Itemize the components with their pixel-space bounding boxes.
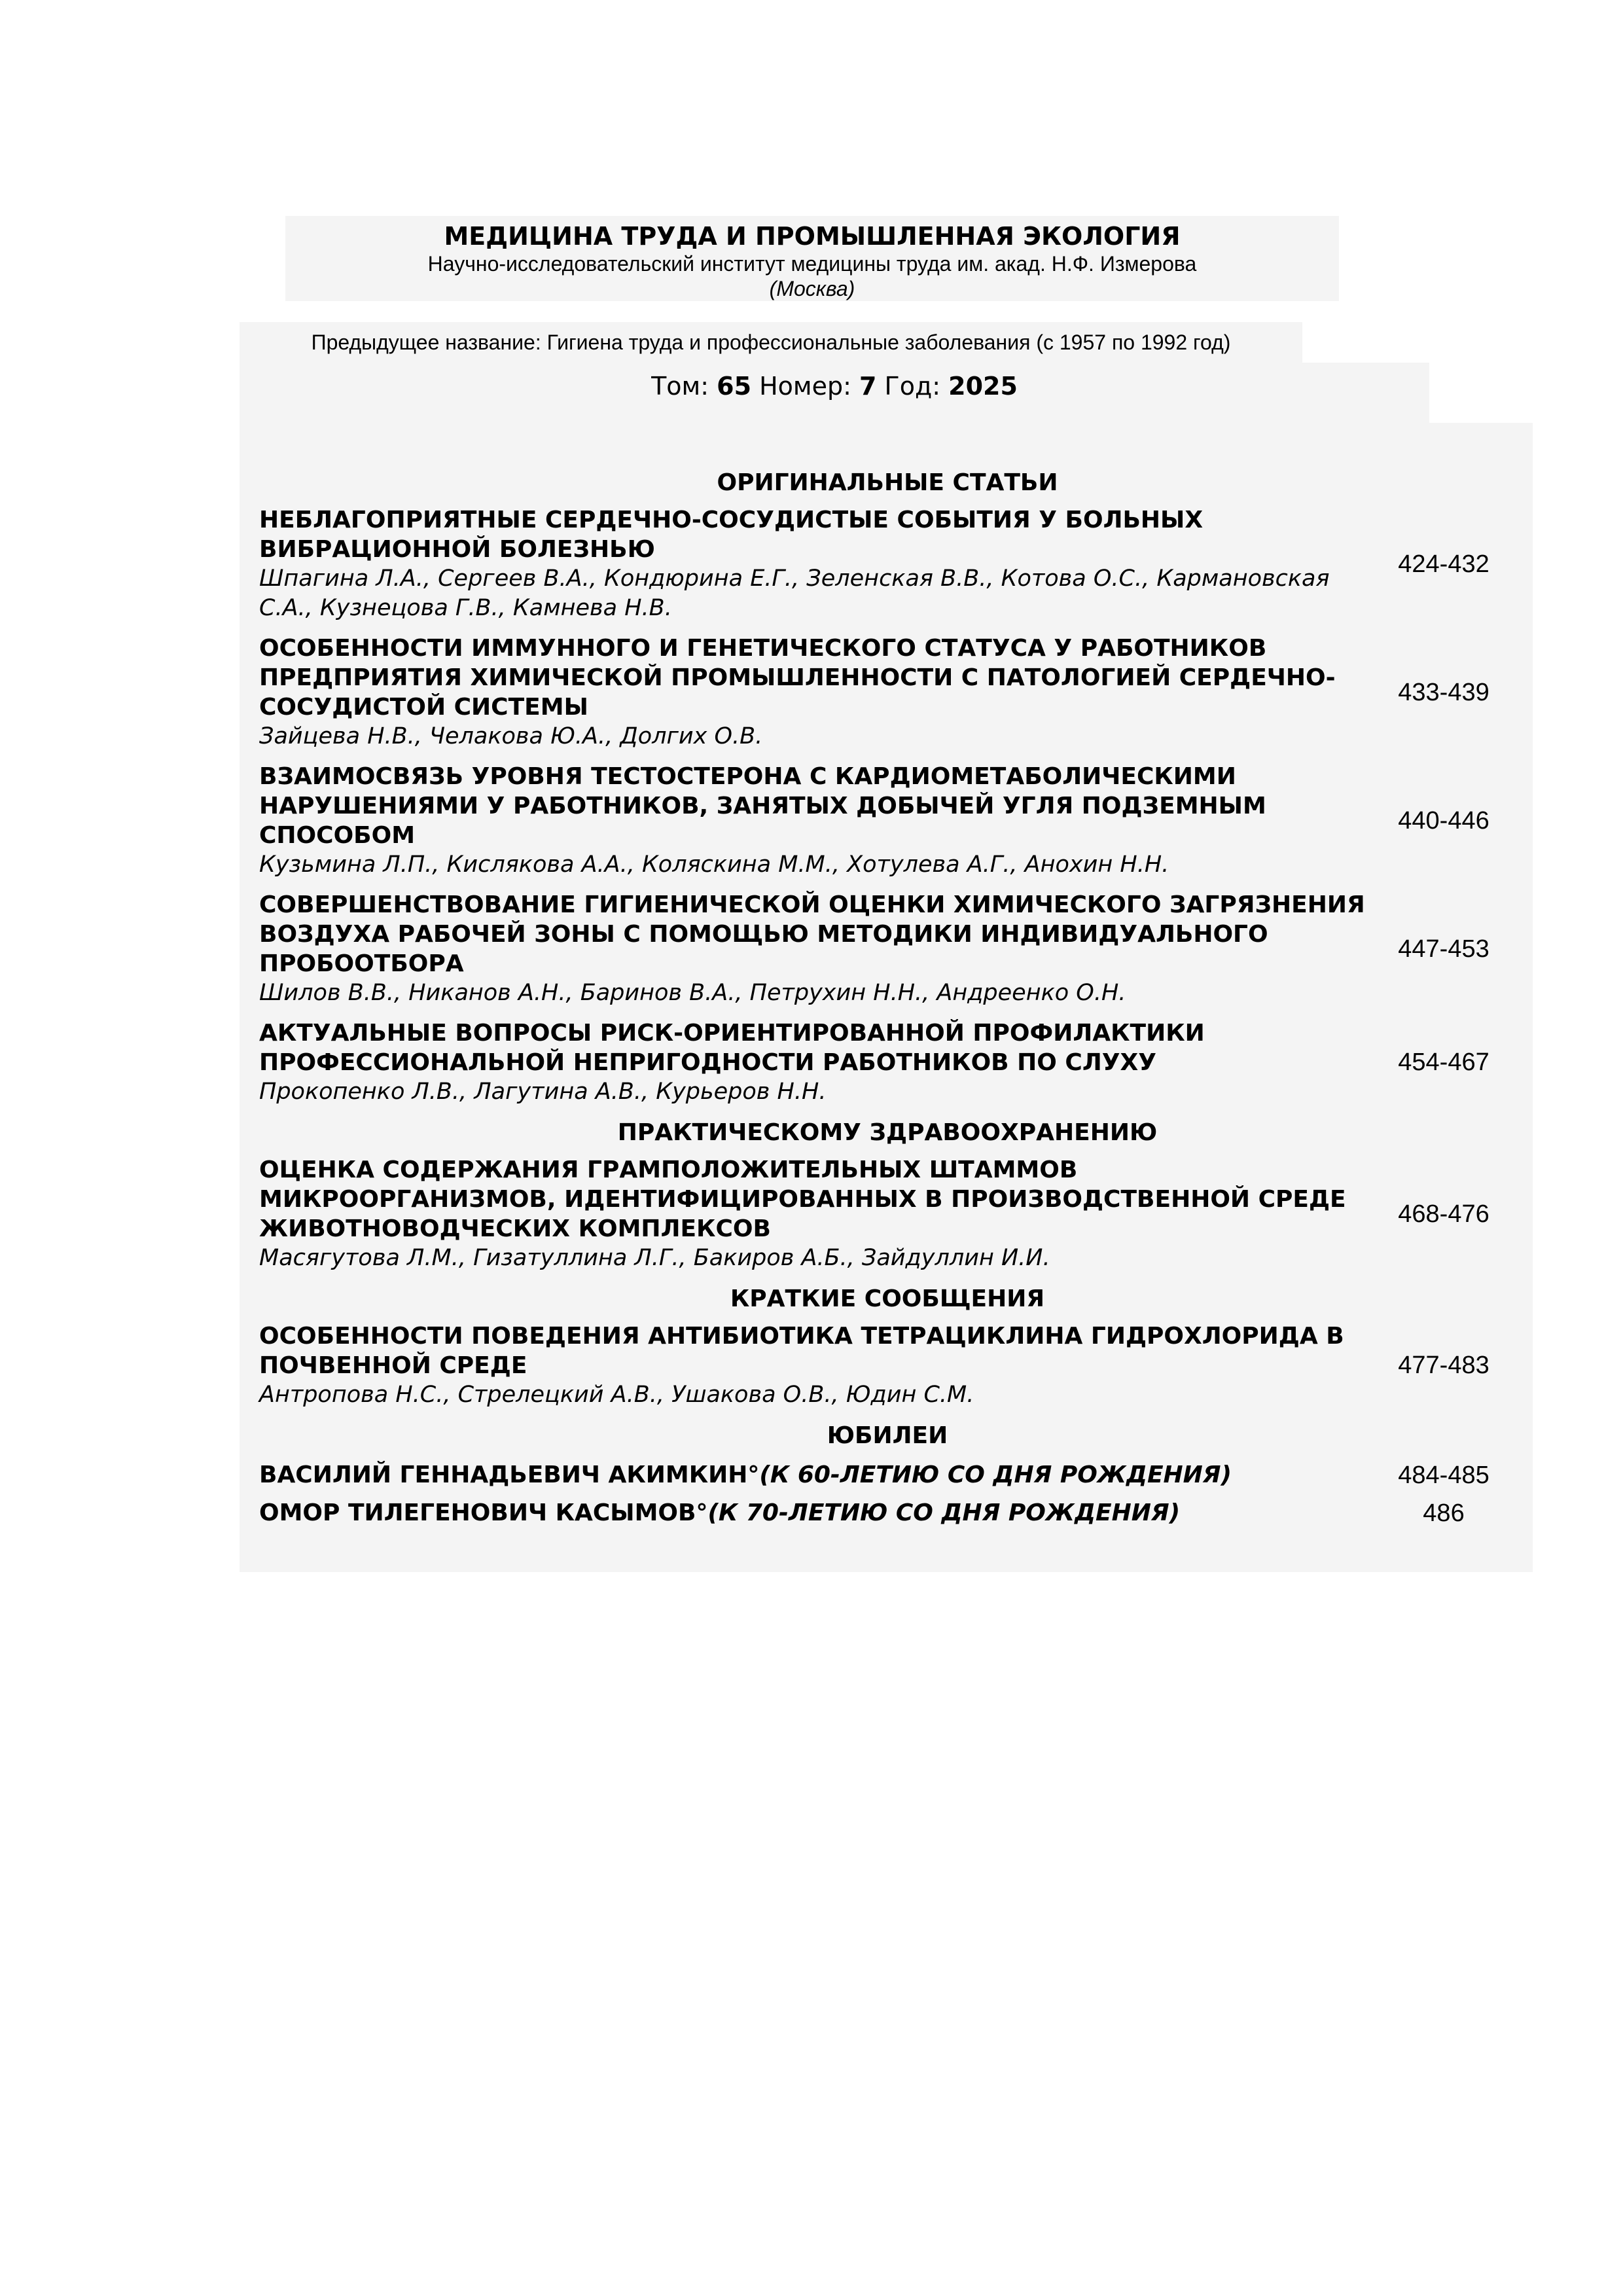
- previous-name-box: [240, 322, 1302, 363]
- journal-title: МЕДИЦИНА ТРУДА И ПРОМЫШЛЕННАЯ ЭКОЛОГИЯ: [444, 222, 1181, 251]
- jubilee-name: ОМОР ТИЛЕГЕНОВИЧ КАСЫМОВ°: [259, 1499, 708, 1526]
- article-title[interactable]: ВЗАИМОСВЯЗЬ УРОВНЯ ТЕСТОСТЕРОНА С КАРДИОМЕТАБОЛИЧЕСКИМИ НАРУШЕНИЯМИ У РАБОТНИКОВ, ЗАНЯТЫХ ДОБЫЧЕЙ УГЛЯ ПОДЗЕМНЫМ СПОСОБОМ: [259, 763, 1266, 849]
- year-label: Год:: [884, 372, 941, 401]
- article-pages: 486: [1423, 1499, 1465, 1527]
- toc-entry[interactable]: [259, 1155, 1516, 1273]
- article-pages: 433-439: [1398, 678, 1489, 706]
- year-value: 2025: [948, 372, 1018, 401]
- article-title[interactable]: ОСОБЕННОСТИ ПОВЕДЕНИЯ АНТИБИОТИКА ТЕТРАЦИКЛИНА ГИДРОХЛОРИДА В ПОЧВЕННОЙ СРЕДЕ: [259, 1323, 1344, 1379]
- article-pages: 468-476: [1398, 1200, 1489, 1228]
- article-authors: Антропова Н.С., Стрелецкий А.В., Ушакова О.В., Юдин С.М.: [259, 1382, 974, 1408]
- toc-entry[interactable]: [259, 505, 1516, 623]
- article-title[interactable]: АКТУАЛЬНЫЕ ВОПРОСЫ РИСК-ОРИЕНТИРОВАННОЙ ПРОФИЛАКТИКИ ПРОФЕССИОНАЛЬНОЙ НЕПРИГОДНОСТИ РАБОТНИКОВ ПО СЛУХУ: [259, 1020, 1205, 1076]
- toc-entry[interactable]: [259, 890, 1516, 1008]
- article-pages: 484-485: [1398, 1461, 1489, 1489]
- article-pages: 454-467: [1398, 1049, 1489, 1076]
- institute-city: (Москва): [769, 277, 855, 300]
- section-title-practical-healthcare: ПРАКТИЧЕСКОМУ ЗДРАВООХРАНЕНИЮ: [617, 1119, 1158, 1146]
- number-value: 7: [859, 372, 877, 401]
- toc-entry[interactable]: [259, 762, 1516, 880]
- number-label: Номер:: [759, 372, 851, 401]
- article-authors: Шилов В.В., Никанов А.Н., Баринов В.А., Петрухин Н.Н., Андреенко О.Н.: [259, 980, 1126, 1006]
- article-pages: 424-432: [1398, 550, 1489, 578]
- article-pages: 477-483: [1398, 1352, 1489, 1379]
- toc-entry[interactable]: [259, 1496, 1516, 1530]
- article-title[interactable]: СОВЕРШЕНСТВОВАНИЕ ГИГИЕНИЧЕСКОЙ ОЦЕНКИ ХИМИЧЕСКОГО ЗАГРЯЗНЕНИЯ ВОЗДУХА РАБОЧЕЙ ЗОНЫ С ПОМОЩЬЮ МЕТОДИКИ ИНДИВИДУАЛЬНОГО ПРОБООТБОРА: [259, 891, 1365, 977]
- previous-name: Предыдущее название: Гигиена труда и профессиональные заболевания (с 1957 по 1992 год): [311, 331, 1231, 354]
- table-of-contents: [240, 423, 1533, 1572]
- section-title-original-articles: ОРИГИНАЛЬНЫЕ СТАТЬИ: [717, 469, 1058, 496]
- jubilee-title[interactable]: [259, 1496, 1372, 1530]
- article-authors: Шпагина Л.А., Сергеев В.А., Кондюрина Е.Г., Зеленская В.В., Котова О.С., Кармановская С.А., Кузнецова Г.В., Камнева Н.В.: [259, 565, 1330, 621]
- issue-info-box: [240, 363, 1429, 423]
- article-title[interactable]: ОСОБЕННОСТИ ИММУННОГО И ГЕНЕТИЧЕСКОГО СТАТУСА У РАБОТНИКОВ ПРЕДПРИЯТИЯ ХИМИЧЕСКОЙ ПРОМЫШЛЕННОСТИ С ПАТОЛОГИЕЙ СЕРДЕЧНО-СОСУДИСТОЙ СИСТЕМЫ: [259, 635, 1336, 721]
- article-pages: 440-446: [1398, 806, 1489, 834]
- volume-label: Том:: [651, 372, 709, 401]
- article-authors: Кузьмина Л.П., Кислякова А.А., Коляскина М.М., Хотулева А.Г., Анохин Н.Н.: [259, 852, 1169, 878]
- journal-header: [285, 216, 1339, 301]
- article-pages: 447-453: [1398, 935, 1489, 963]
- jubilee-subtitle: (К 70-ЛЕТИЮ СО ДНЯ РОЖДЕНИЯ): [707, 1499, 1181, 1526]
- section-title-jubilees: ЮБИЛЕИ: [827, 1422, 948, 1449]
- article-title[interactable]: ОЦЕНКА СОДЕРЖАНИЯ ГРАМПОЛОЖИТЕЛЬНЫХ ШТАММОВ МИКРООРГАНИЗМОВ, ИДЕНТИФИЦИРОВАННЫХ В ПРОИЗВОДСТВЕННОЙ СРЕДЕ ЖИВОТНОВОДЧЕСКИХ КОМПЛЕКСОВ: [259, 1157, 1346, 1242]
- jubilee-subtitle: (К 60-ЛЕТИЮ СО ДНЯ РОЖДЕНИЯ): [759, 1462, 1232, 1488]
- toc-entry[interactable]: [259, 1018, 1516, 1107]
- institute-name: Научно-исследовательский институт медицины труда им. акад. Н.Ф. Измерова: [427, 252, 1197, 276]
- section-title-short-communications: КРАТКИЕ СООБЩЕНИЯ: [730, 1285, 1045, 1312]
- toc-entry[interactable]: [259, 634, 1516, 751]
- toc-entry[interactable]: [259, 1321, 1516, 1410]
- jubilee-name: ВАСИЛИЙ ГЕННАДЬЕВИЧ АКИМКИН°: [259, 1462, 760, 1488]
- issue-line: [240, 363, 1429, 410]
- article-authors: Прокопенко Л.В., Лагутина А.В., Курьеров Н.Н.: [259, 1079, 827, 1105]
- article-title[interactable]: НЕБЛАГОПРИЯТНЫЕ СЕРДЕЧНО-СОСУДИСТЫЕ СОБЫТИЯ У БОЛЬНЫХ ВИБРАЦИОННОЙ БОЛЕЗНЬЮ: [259, 507, 1204, 563]
- article-authors: Зайцева Н.В., Челакова Ю.А., Долгих О.В.: [259, 723, 763, 749]
- volume-value: 65: [717, 372, 752, 401]
- article-authors: Масягутова Л.М., Гизатуллина Л.Г., Бакиров А.Б., Зайдуллин И.И.: [259, 1245, 1050, 1271]
- toc-entry[interactable]: [259, 1458, 1516, 1492]
- jubilee-title[interactable]: [259, 1458, 1372, 1492]
